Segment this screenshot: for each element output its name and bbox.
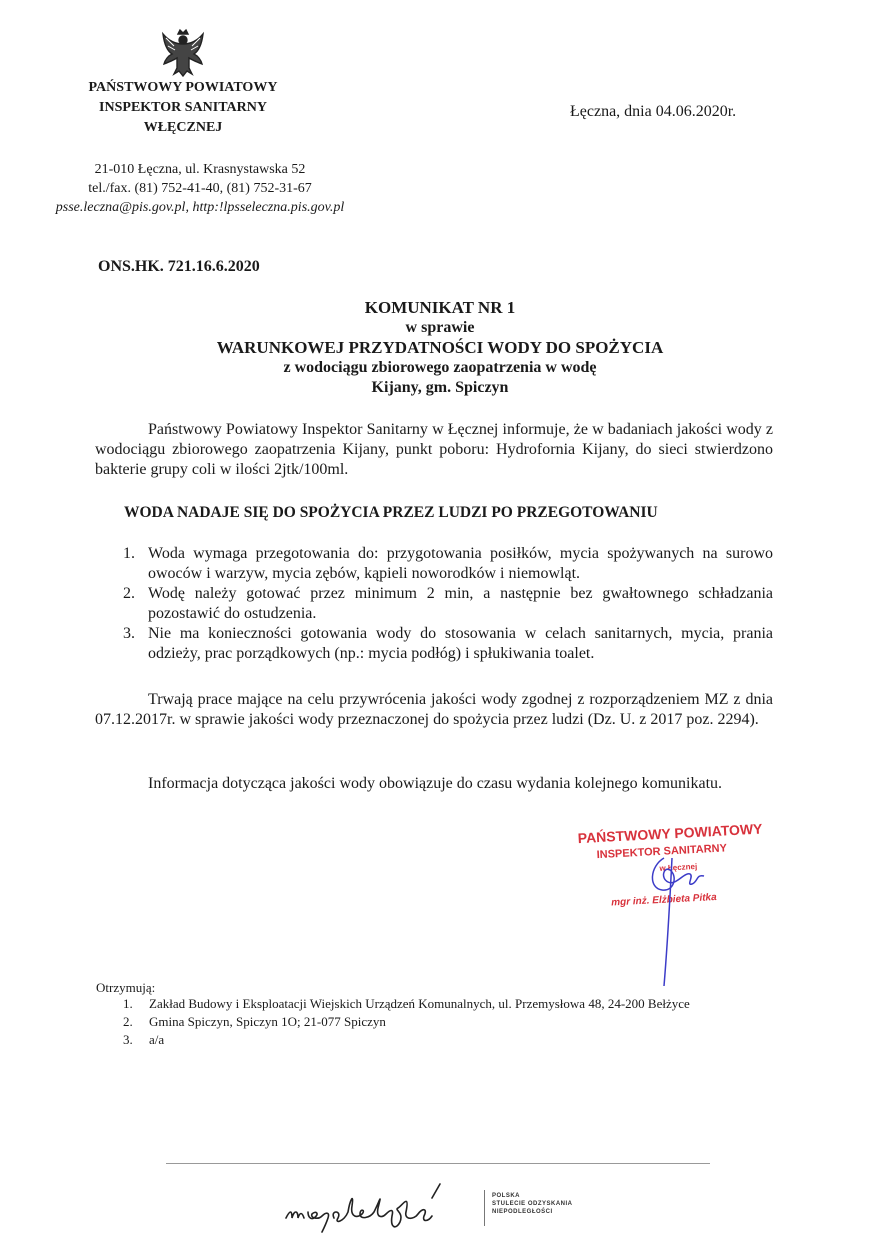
title-line-4: z wodociągu zbiorowego zaopatrzenia w wodę (283, 359, 597, 376)
stamp-line-4: mgr inż. Elżbieta Pitka (610, 891, 717, 909)
paragraph-works (95, 690, 773, 730)
list-item (95, 624, 773, 664)
footer-org-line-3: NIEPODLEGŁOŚCI (492, 1209, 553, 1215)
signature-icon (652, 858, 704, 986)
list-item-number: 3. (123, 625, 135, 642)
list-item (95, 584, 773, 624)
recipient-item (96, 1013, 786, 1031)
recipients-list (96, 995, 786, 1049)
document-date: Łęczna, dnia 04.06.2020r. (570, 103, 737, 120)
phone: tel./fax. (81) 752-41-40, (81) 752-31-67 (88, 181, 312, 196)
address: 21-010 Łęczna, ul. Krasnystawska 52 (94, 162, 306, 177)
instructions-list (95, 544, 773, 664)
institution-name (70, 78, 296, 138)
footer-divider (166, 1163, 710, 1164)
email-web: psse.leczna@pis.gov.pl, http:!lpsseleczna.pis.gov.pl (55, 200, 345, 215)
paragraph-intro-text: Państwowy Powiatowy Inspektor Sanitarny w Łęcznej informuje, że w badaniach jakości wody z wodociągu zbiorowego zaopatrzenia Kijany, punkt poboru: Hydrofornia Kijany, do sieci stwierdzono bakterie grupy coli w ilości 2jtk/100ml. (95, 421, 773, 478)
list-item-text: Nie ma konieczności gotowania wody do stosowania w celach sanitarnych, mycia, prania odzieży, prac porządkowych (np.: mycia podłóg) i spłukiwania toalet. (148, 625, 773, 662)
list-item-number: 2. (123, 585, 135, 602)
recipient-number: 3. (123, 1032, 133, 1047)
org-line-3: WŁĘCZNEJ (143, 120, 223, 135)
paragraph-validity (95, 774, 773, 794)
footer-org-line-2: STULECIE ODZYSKANIA (492, 1201, 573, 1207)
paragraph-validity-text: Informacja dotycząca jakości wody obowiązuje do czasu wydania kolejnego komunikatu. (148, 775, 723, 792)
footer-org-line-1: POLSKA (492, 1193, 521, 1199)
paragraph-intro (95, 420, 773, 480)
niepodlegla-logo (282, 1178, 467, 1234)
recipients-heading: Otrzymują: (96, 980, 156, 995)
recipient-text: a/a (149, 1032, 165, 1047)
stamp-line-3: w Łęcznej (659, 861, 698, 873)
stamp-line-1: PAŃSTWOWY POWIATOWY (577, 820, 763, 847)
centenary-logo-text (492, 1192, 573, 1216)
footer-separator (484, 1190, 485, 1226)
title-line-5: Kijany, gm. Spiczyn (371, 379, 509, 396)
warning-heading: WODA NADAJE SIĘ DO SPOŻYCIA PRZEZ LUDZI PO PRZEGOTOWANIU (124, 504, 658, 521)
contact-block (30, 160, 370, 217)
list-item-number: 1. (123, 545, 135, 562)
list-item-text: Wodę należy gotować przez minimum 2 min, a następnie bez gwałtownego schładzania pozostawić do ostudzenia. (148, 585, 773, 622)
recipient-text: Gmina Spiczyn, Spiczyn 1O; 21-077 Spiczyn (149, 1014, 386, 1029)
eagle-emblem-icon (160, 28, 206, 78)
reference-number: ONS.HK. 721.16.6.2020 (98, 258, 260, 275)
recipient-text: Zakład Budowy i Eksploatacji Wiejskich Urządzeń Komunalnych, ul. Przemysłowa 48, 24-200 Bełżyce (149, 996, 690, 1011)
official-stamp (572, 818, 782, 988)
title-line-1: KOMUNIKAT NR 1 (364, 298, 516, 317)
recipient-item (96, 1031, 786, 1049)
list-item-text: Woda wymaga przegotowania do: przygotowania posiłków, mycia spożywanych na surowo owoców i warzyw, mycia zębów, kąpieli noworodków i niemowląt. (148, 545, 773, 582)
recipient-item (96, 995, 786, 1013)
org-line-2: INSPEKTOR SANITARNY (99, 100, 267, 115)
list-item (95, 544, 773, 584)
paragraph-works-text: Trwają prace mające na celu przywrócenia jakości wody zgodnej z rozporządzeniem MZ z dnia 07.12.2017r. w sprawie jakości wody przeznaczonej do spożycia przez ludzi (Dz. U. z 2017 poz. 2294). (95, 691, 773, 728)
title-line-3: WARUNKOWEJ PRZYDATNOŚCI WODY DO SPOŻYCIA (216, 338, 664, 357)
document-title (130, 298, 750, 398)
recipient-number: 1. (123, 996, 133, 1011)
recipient-number: 2. (123, 1014, 133, 1029)
org-line-1: PAŃSTWOWY POWIATOWY (88, 80, 278, 95)
title-line-2: w sprawie (405, 319, 475, 336)
stamp-line-2: INSPEKTOR SANITARNY (596, 842, 728, 862)
